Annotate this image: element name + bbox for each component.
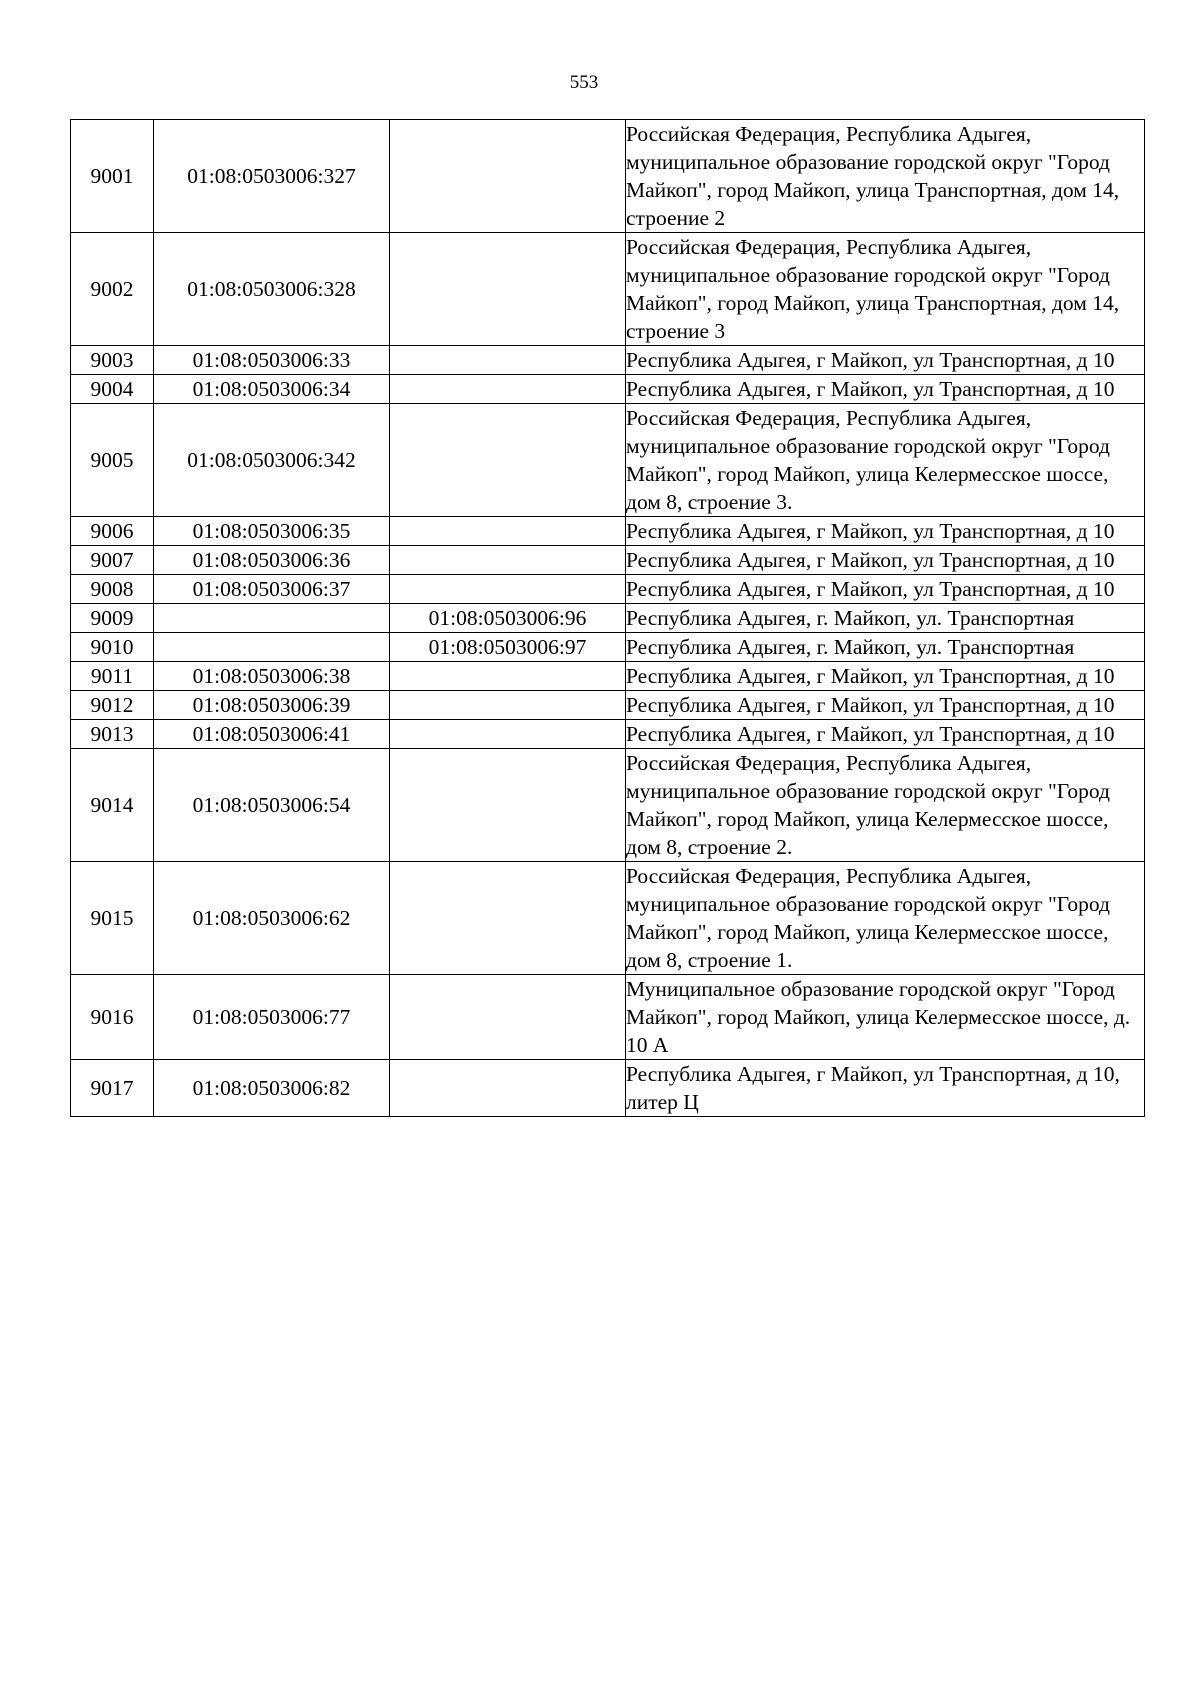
cadastral-number-cell: 01:08:0503006:41 — [154, 720, 390, 749]
address-cell: Республика Адыгея, г Майкоп, ул Транспортная, д 10 — [626, 517, 1145, 546]
row-number-cell: 9014 — [71, 749, 154, 862]
cadastral-number-cell: 01:08:0503006:33 — [154, 346, 390, 375]
table-row — [71, 720, 1145, 749]
table-row — [71, 604, 1145, 633]
cadastral-number-cell: 01:08:0503006:39 — [154, 691, 390, 720]
cadastral-number-cell: 01:08:0503006:34 — [154, 375, 390, 404]
address-cell: Российская Федерация, Республика Адыгея, муниципальное образование городской округ "Город Майкоп", город Майкоп, улица Келермесское шоссе, дом 8, строение 2. — [626, 749, 1145, 862]
cadastral-number-cell: 01:08:0503006:77 — [154, 975, 390, 1060]
address-cell: Республика Адыгея, г Майкоп, ул Транспортная, д 10, литер Ц — [626, 1060, 1145, 1117]
table-row — [71, 375, 1145, 404]
cadastral-number-cell: 01:08:0503006:37 — [154, 575, 390, 604]
cadastral-number-cell: 01:08:0503006:35 — [154, 517, 390, 546]
table-row — [71, 575, 1145, 604]
related-cadastral-number-cell — [390, 120, 626, 233]
table-row — [71, 749, 1145, 862]
table-row — [71, 233, 1145, 346]
row-number-cell: 9016 — [71, 975, 154, 1060]
address-cell: Российская Федерация, Республика Адыгея, муниципальное образование городской округ "Город Майкоп", город Майкоп, улица Транспортная, дом 14, строение 3 — [626, 233, 1145, 346]
related-cadastral-number-cell — [390, 749, 626, 862]
table-row — [71, 633, 1145, 662]
related-cadastral-number-cell: 01:08:0503006:97 — [390, 633, 626, 662]
related-cadastral-number-cell — [390, 862, 626, 975]
related-cadastral-number-cell — [390, 346, 626, 375]
row-number-cell: 9004 — [71, 375, 154, 404]
row-number-cell: 9005 — [71, 404, 154, 517]
related-cadastral-number-cell — [390, 404, 626, 517]
table-row — [71, 975, 1145, 1060]
row-number-cell: 9009 — [71, 604, 154, 633]
cadastral-number-cell: 01:08:0503006:62 — [154, 862, 390, 975]
related-cadastral-number-cell — [390, 375, 626, 404]
row-number-cell: 9015 — [71, 862, 154, 975]
row-number-cell: 9013 — [71, 720, 154, 749]
address-cell: Республика Адыгея, г Майкоп, ул Транспортная, д 10 — [626, 662, 1145, 691]
row-number-cell: 9007 — [71, 546, 154, 575]
cadastral-number-cell: 01:08:0503006:36 — [154, 546, 390, 575]
table-row — [71, 1060, 1145, 1117]
related-cadastral-number-cell — [390, 720, 626, 749]
registry-table-body — [71, 120, 1145, 1117]
cadastral-number-cell: 01:08:0503006:82 — [154, 1060, 390, 1117]
related-cadastral-number-cell — [390, 575, 626, 604]
table-row — [71, 691, 1145, 720]
row-number-cell: 9006 — [71, 517, 154, 546]
address-cell: Республика Адыгея, г. Майкоп, ул. Транспортная — [626, 633, 1145, 662]
row-number-cell: 9011 — [71, 662, 154, 691]
cadastral-number-cell — [154, 633, 390, 662]
cadastral-number-cell: 01:08:0503006:54 — [154, 749, 390, 862]
cadastral-number-cell: 01:08:0503006:328 — [154, 233, 390, 346]
address-cell: Республика Адыгея, г Майкоп, ул Транспортная, д 10 — [626, 720, 1145, 749]
row-number-cell: 9008 — [71, 575, 154, 604]
address-cell: Российская Федерация, Республика Адыгея, муниципальное образование городской округ "Город Майкоп", город Майкоп, улица Келермесское шоссе, дом 8, строение 1. — [626, 862, 1145, 975]
row-number-cell: 9017 — [71, 1060, 154, 1117]
address-cell: Республика Адыгея, г Майкоп, ул Транспортная, д 10 — [626, 691, 1145, 720]
related-cadastral-number-cell — [390, 662, 626, 691]
registry-table — [70, 119, 1145, 1117]
related-cadastral-number-cell — [390, 691, 626, 720]
address-cell: Республика Адыгея, г Майкоп, ул Транспортная, д 10 — [626, 575, 1145, 604]
related-cadastral-number-cell — [390, 517, 626, 546]
address-cell: Республика Адыгея, г Майкоп, ул Транспортная, д 10 — [626, 546, 1145, 575]
address-cell: Республика Адыгея, г Майкоп, ул Транспортная, д 10 — [626, 375, 1145, 404]
related-cadastral-number-cell — [390, 1060, 626, 1117]
table-row — [71, 346, 1145, 375]
table-row — [71, 120, 1145, 233]
related-cadastral-number-cell — [390, 546, 626, 575]
table-row — [71, 517, 1145, 546]
cadastral-number-cell: 01:08:0503006:342 — [154, 404, 390, 517]
row-number-cell: 9001 — [71, 120, 154, 233]
table-row — [71, 662, 1145, 691]
table-row — [71, 862, 1145, 975]
page-number: 553 — [569, 72, 599, 93]
related-cadastral-number-cell: 01:08:0503006:96 — [390, 604, 626, 633]
cadastral-number-cell — [154, 604, 390, 633]
row-number-cell: 9003 — [71, 346, 154, 375]
address-cell: Республика Адыгея, г. Майкоп, ул. Транспортная — [626, 604, 1145, 633]
address-cell: Российская Федерация, Республика Адыгея, муниципальное образование городской округ "Город Майкоп", город Майкоп, улица Келермесское шоссе, дом 8, строение 3. — [626, 404, 1145, 517]
row-number-cell: 9002 — [71, 233, 154, 346]
table-row — [71, 404, 1145, 517]
cadastral-number-cell: 01:08:0503006:38 — [154, 662, 390, 691]
address-cell: Российская Федерация, Республика Адыгея, муниципальное образование городской округ "Город Майкоп", город Майкоп, улица Транспортная, дом 14, строение 2 — [626, 120, 1145, 233]
related-cadastral-number-cell — [390, 233, 626, 346]
table-row — [71, 546, 1145, 575]
related-cadastral-number-cell — [390, 975, 626, 1060]
address-cell: Республика Адыгея, г Майкоп, ул Транспортная, д 10 — [626, 346, 1145, 375]
row-number-cell: 9010 — [71, 633, 154, 662]
row-number-cell: 9012 — [71, 691, 154, 720]
cadastral-number-cell: 01:08:0503006:327 — [154, 120, 390, 233]
address-cell: Муниципальное образование городской округ "Город Майкоп", город Майкоп, улица Келермесское шоссе, д. 10 А — [626, 975, 1145, 1060]
